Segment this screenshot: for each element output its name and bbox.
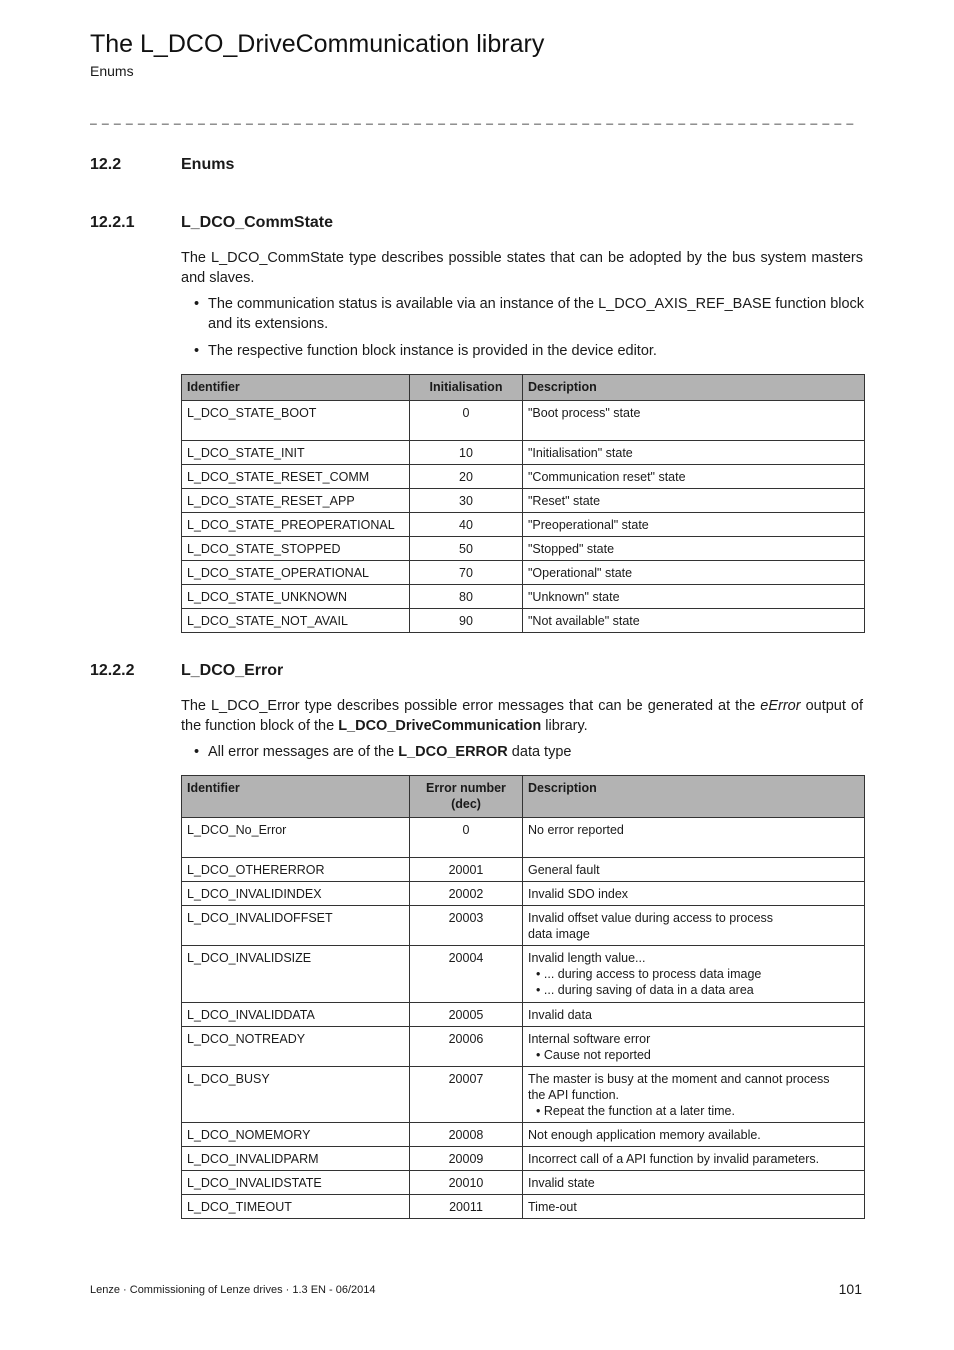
document-title: The L_DCO_DriveCommunication library — [90, 30, 545, 58]
error-intro-part-c: library. — [541, 717, 588, 734]
sub-bullet-text: ... during access to process data image — [543, 967, 762, 981]
cell-identifier: L_DCO_STATE_NOT_AVAIL — [182, 609, 410, 633]
cell-error-number: 20008 — [410, 1123, 523, 1147]
cell-description: "Reset" state — [523, 489, 865, 513]
cell-description — [523, 946, 865, 1003]
commstate-title: L_DCO_CommState — [181, 214, 334, 231]
cell-initialisation: 50 — [410, 537, 523, 561]
table-row — [182, 465, 865, 489]
page-number: 101 — [838, 1281, 862, 1297]
cell-error-number: 20009 — [410, 1147, 523, 1171]
table-row — [182, 561, 865, 585]
table-header-row — [182, 375, 865, 401]
table-row — [182, 906, 865, 946]
cell-description — [523, 1171, 865, 1195]
cell-initialisation: 30 — [410, 489, 523, 513]
error-bullet-part-a: All error messages are of the — [208, 744, 399, 760]
col-header-initialisation: Initialisation — [410, 375, 523, 401]
cell-identifier: L_DCO_STATE_BOOT — [182, 401, 410, 441]
section-number: 12.2 — [90, 156, 122, 173]
table-row — [182, 1195, 865, 1219]
cell-error-number: 20011 — [410, 1195, 523, 1219]
sub-bullet-text: Cause not reported — [543, 1048, 651, 1062]
col-header-identifier: Identifier — [182, 375, 410, 401]
table-header-row — [182, 776, 865, 818]
cell-description — [523, 1147, 865, 1171]
cell-description: "Communication reset" state — [523, 465, 865, 489]
table-row — [182, 818, 865, 858]
cell-description: "Stopped" state — [523, 537, 865, 561]
cell-description-text: General fault — [528, 863, 600, 877]
error-intro — [181, 697, 863, 736]
cell-description — [523, 906, 865, 946]
cell-initialisation: 80 — [410, 585, 523, 609]
cell-identifier: L_DCO_NOTREADY — [182, 1027, 410, 1067]
col-header-error-number-line1: Error number — [426, 781, 506, 795]
table-row — [182, 585, 865, 609]
cell-identifier: L_DCO_INVALIDINDEX — [182, 882, 410, 906]
cell-initialisation: 10 — [410, 441, 523, 465]
error-bullet-part-b: data type — [507, 744, 572, 760]
cell-identifier: L_DCO_TIMEOUT — [182, 1195, 410, 1219]
cell-description: "Preoperational" state — [523, 513, 865, 537]
table-row — [182, 489, 865, 513]
table-row — [182, 1147, 865, 1171]
commstate-bullet-2 — [190, 342, 881, 362]
commstate-bullet-1-text: The communication status is available via an instance of the L_DCO_AXIS_REF_BASE function block and its extensions. — [208, 296, 865, 332]
cell-identifier: L_DCO_STATE_OPERATIONAL — [182, 561, 410, 585]
cell-initialisation: 20 — [410, 465, 523, 489]
table-row — [182, 441, 865, 465]
cell-description — [523, 858, 865, 882]
table-row — [182, 513, 865, 537]
table-row — [182, 1171, 865, 1195]
cell-description-text: The master is busy at the moment and cannot process — [528, 1072, 830, 1086]
cell-description: "Not available" state — [523, 609, 865, 633]
cell-description-text: Invalid offset value during access to process — [528, 911, 774, 925]
cell-initialisation: 0 — [410, 401, 523, 441]
commstate-bullet-1 — [190, 295, 881, 334]
cell-identifier: L_DCO_NOMEMORY — [182, 1123, 410, 1147]
bullet-icon: • — [536, 983, 541, 997]
table-row — [182, 609, 865, 633]
cell-identifier: L_DCO_STATE_INIT — [182, 441, 410, 465]
cell-initialisation: 40 — [410, 513, 523, 537]
error-intro-emphasis: eError — [760, 698, 801, 714]
error-title: L_DCO_Error — [181, 662, 284, 679]
cell-error-number: 20001 — [410, 858, 523, 882]
sub-bullet-text: Repeat the function at a later time. — [543, 1104, 735, 1118]
sub-bullet-text: ... during saving of data in a data area — [543, 983, 754, 997]
cell-error-number: 20003 — [410, 906, 523, 946]
bullet-icon: • — [536, 1104, 541, 1118]
cell-description — [523, 1195, 865, 1219]
cell-description — [523, 1027, 865, 1067]
cell-description-text: Not enough application memory available. — [528, 1128, 761, 1142]
cell-identifier: L_DCO_No_Error — [182, 818, 410, 858]
cell-error-number: 20002 — [410, 882, 523, 906]
cell-identifier: L_DCO_STATE_RESET_COMM — [182, 465, 410, 489]
header-divider: _ _ _ _ _ _ _ _ _ _ _ _ _ _ _ _ _ _ _ _ _ _ _ _ _ _ _ _ _ _ _ _ _ _ _ _ _ _ _ _ _ _ _ _ _ _ _ _ _ _ _ _ _ _ _ _ _ _ _ _ _ _ _ _ — [90, 111, 855, 125]
commstate-bullet-2-text: The respective function block instance is provided in the device editor. — [208, 343, 657, 359]
col-header-identifier: Identifier — [182, 776, 410, 818]
commstate-intro: The L_DCO_CommState type describes possible states that can be adopted by the bus system masters and slaves. — [181, 250, 863, 286]
table-row — [182, 401, 865, 441]
table-row — [182, 1067, 865, 1123]
error-intro-library: L_DCO_DriveCommunication — [338, 717, 542, 734]
cell-description-text: Invalid state — [528, 1176, 595, 1190]
bullet-icon: • — [536, 967, 541, 981]
error-number: 12.2.2 — [90, 662, 135, 679]
col-header-description: Description — [523, 776, 865, 818]
cell-description-text: Invalid data — [528, 1008, 592, 1022]
error-bullet-type: L_DCO_ERROR — [398, 744, 508, 760]
table-row — [182, 858, 865, 882]
cell-identifier: L_DCO_STATE_STOPPED — [182, 537, 410, 561]
cell-description: "Operational" state — [523, 561, 865, 585]
cell-description-text: Invalid length value... — [528, 951, 646, 965]
cell-description — [523, 882, 865, 906]
error-bullet — [190, 743, 881, 763]
document-subtitle: Enums — [90, 63, 134, 79]
cell-description-text: Time-out — [528, 1200, 577, 1214]
description-sub-bullet — [528, 1047, 859, 1063]
bullet-icon: • — [536, 1048, 541, 1062]
table-row — [182, 1003, 865, 1027]
cell-description — [523, 1067, 865, 1123]
cell-description: "Unknown" state — [523, 585, 865, 609]
cell-error-number: 20004 — [410, 946, 523, 1003]
bullet-icon: • — [194, 744, 200, 760]
description-sub-bullet — [528, 966, 859, 982]
table-row — [182, 1027, 865, 1067]
cell-description: "Initialisation" state — [523, 441, 865, 465]
cell-error-number: 20010 — [410, 1171, 523, 1195]
cell-initialisation: 70 — [410, 561, 523, 585]
cell-identifier: L_DCO_INVALIDSIZE — [182, 946, 410, 1003]
cell-description — [523, 818, 865, 858]
col-header-error-number-line2: (dec) — [451, 797, 481, 811]
cell-identifier: L_DCO_OTHERERROR — [182, 858, 410, 882]
cell-identifier: L_DCO_STATE_UNKNOWN — [182, 585, 410, 609]
col-header-description: Description — [523, 375, 865, 401]
description-sub-bullet — [528, 1103, 859, 1119]
cell-error-number: 20005 — [410, 1003, 523, 1027]
cell-identifier: L_DCO_INVALIDPARM — [182, 1147, 410, 1171]
cell-description-text: Incorrect call of a API function by invalid parameters. — [528, 1152, 820, 1166]
section-title: Enums — [181, 156, 235, 173]
table-row — [182, 537, 865, 561]
cell-identifier: L_DCO_INVALIDOFFSET — [182, 906, 410, 946]
cell-error-number: 20006 — [410, 1027, 523, 1067]
bullet-icon: • — [194, 296, 200, 312]
error-intro-part-b: output of the function block of the — [181, 698, 863, 734]
cell-identifier: L_DCO_STATE_PREOPERATIONAL — [182, 513, 410, 537]
col-header-error-number — [410, 776, 523, 818]
cell-description-continuation: the API function. — [528, 1088, 620, 1102]
commstate-number: 12.2.1 — [90, 214, 135, 231]
cell-identifier: L_DCO_STATE_RESET_APP — [182, 489, 410, 513]
bullet-icon: • — [194, 343, 200, 359]
footer-text: Lenze · Commissioning of Lenze drives · 1.3 EN - 06/2014 — [90, 1284, 376, 1296]
commstate-table — [181, 374, 865, 633]
cell-description — [523, 1123, 865, 1147]
cell-identifier: L_DCO_INVALIDSTATE — [182, 1171, 410, 1195]
table-row — [182, 1123, 865, 1147]
cell-description-text: No error reported — [528, 823, 624, 837]
error-table — [181, 775, 865, 1219]
cell-description-text: Internal software error — [528, 1032, 651, 1046]
cell-error-number: 20007 — [410, 1067, 523, 1123]
cell-initialisation: 90 — [410, 609, 523, 633]
error-intro-part-a: The L_DCO_Error type describes possible error messages that can be generated at the — [181, 698, 761, 714]
cell-description-text: Invalid SDO index — [528, 887, 629, 901]
table-row — [182, 882, 865, 906]
cell-identifier: L_DCO_BUSY — [182, 1067, 410, 1123]
cell-description: "Boot process" state — [523, 401, 865, 441]
cell-error-number: 0 — [410, 818, 523, 858]
cell-description-continuation: data image — [528, 927, 590, 941]
cell-identifier: L_DCO_INVALIDDATA — [182, 1003, 410, 1027]
description-sub-bullet — [528, 982, 859, 998]
cell-description — [523, 1003, 865, 1027]
table-row — [182, 946, 865, 1003]
